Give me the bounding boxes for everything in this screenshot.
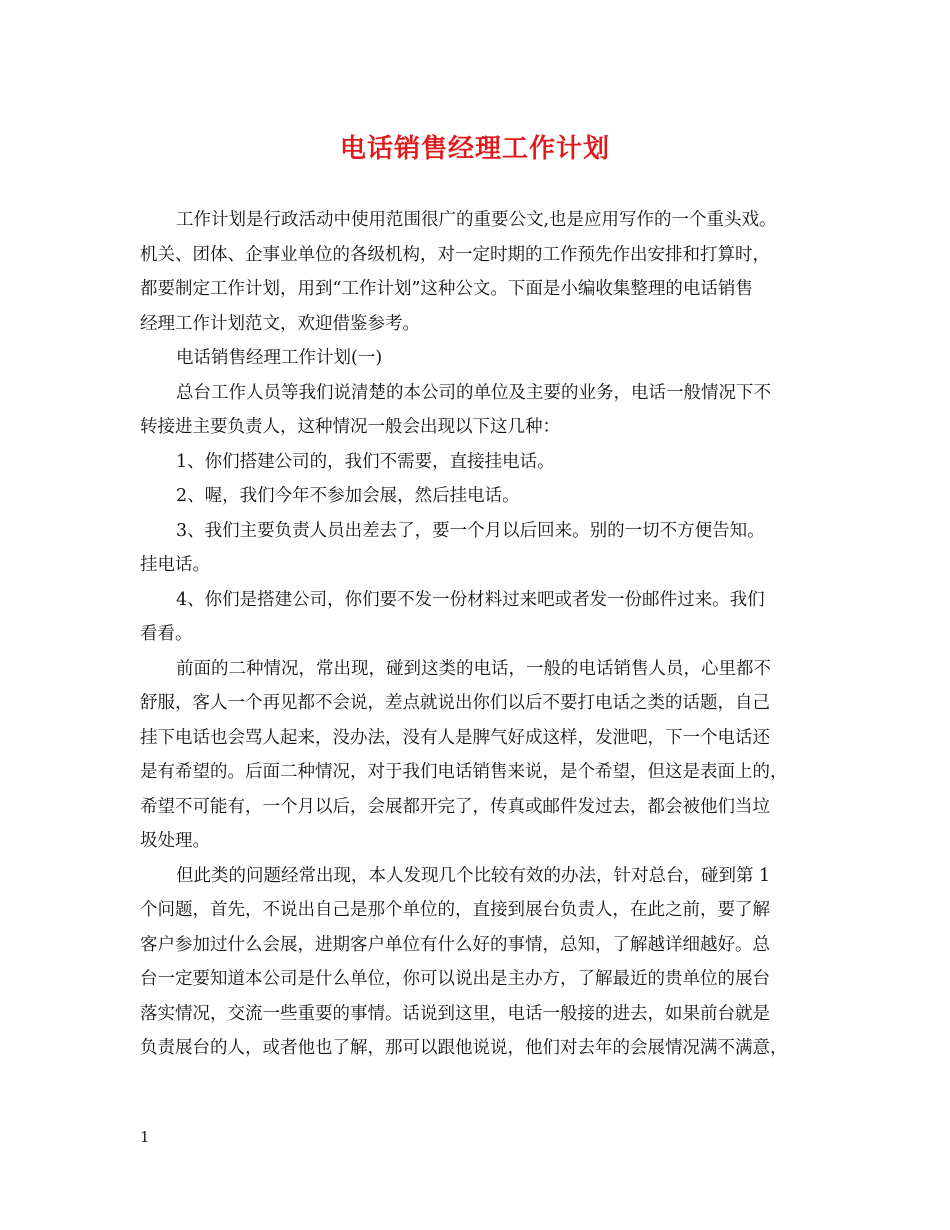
paragraph-line: 前面的二种情况，常出现，碰到这类的电话，一般的电话销售人员，心里都不 bbox=[176, 658, 771, 679]
list-item: 1、你们搭建公司的，我们不需要，直接挂电话。 bbox=[176, 451, 555, 472]
paragraph-line: 经理工作计划范文，欢迎借鉴参考。 bbox=[140, 313, 420, 334]
paragraph-line: 圾处理。 bbox=[140, 831, 210, 851]
list-item-continuation: 看看。 bbox=[140, 624, 193, 644]
list-item-continuation: 挂电话。 bbox=[140, 555, 210, 575]
paragraph-line: 工作计划是行政活动中使用范围很广的重要公文,也是应用写作的一个重头戏。 bbox=[176, 210, 777, 230]
paragraph-line: 机关、团体、企事业单位的各级机构，对一定时期的工作预先作出安排和打算时， bbox=[140, 244, 770, 265]
paragraph-line: 是有希望的。后面二种情况，对于我们电话销售来说，是个希望，但这是表面上的， bbox=[140, 762, 788, 782]
paragraph-line: 负责展台的人，或者他也了解，那可以跟他说说，他们对去年的会展情况满不满意， bbox=[140, 1038, 788, 1058]
paragraph-line: 都要制定工作计划，用到“工作计划”这种公文。下面是小编收集整理的电话销售 bbox=[140, 279, 753, 299]
document-body bbox=[140, 203, 832, 1066]
list-item: 4、你们是搭建公司，你们要不发一份材料过来吧或者发一份邮件过来。我们 bbox=[176, 589, 765, 610]
document-title: 电话销售经理工作计划 bbox=[339, 134, 610, 164]
paragraph-line: 总台工作人员等我们说清楚的本公司的单位及主要的业务，电话一般情况下不 bbox=[176, 382, 771, 403]
paragraph-line: 转接进主要负责人，这种情况一般会出现以下这几种： bbox=[140, 417, 560, 437]
paragraph-line: 客户参加过什么会展，进期客户单位有什么好的事情，总知，了解越详细越好。总 bbox=[140, 934, 770, 955]
paragraph-line: 挂下电话也会骂人起来，没办法，没有人是脾气好成这样，发泄吧，下一个电话还 bbox=[140, 727, 770, 748]
paragraph-line: 落实情况，交流一些重要的事情。话说到这里，电话一般接的进去，如果前台就是 bbox=[140, 1003, 770, 1024]
list-item: 2、喔，我们今年不参加会展，然后挂电话。 bbox=[176, 486, 520, 506]
section-heading: 电话销售经理工作计划(一) bbox=[176, 348, 383, 368]
paragraph-line: 但此类的问题经常出现，本人发现几个比较有效的办法，针对总台，碰到第 1 bbox=[176, 865, 771, 886]
list-item: 3、我们主要负责人员出差去了，要一个月以后回来。别的一切不方便告知。 bbox=[176, 520, 765, 541]
paragraph-line: 个问题，首先，不说出自己是那个单位的，直接到展台负责人，在此之前，要了解 bbox=[140, 900, 770, 920]
paragraph-line: 舒服，客人一个再见都不会说，差点就说出你们以后不要打电话之类的话题，自己 bbox=[140, 693, 770, 713]
paragraph-line: 希望不可能有，一个月以后，会展都开完了，传真或邮件发过去，都会被他们当垃 bbox=[140, 796, 770, 817]
page-number: 1 bbox=[140, 1128, 150, 1146]
paragraph-line: 台一定要知道本公司是什么单位，你可以说出是主办方，了解最近的贵单位的展台 bbox=[140, 969, 770, 989]
